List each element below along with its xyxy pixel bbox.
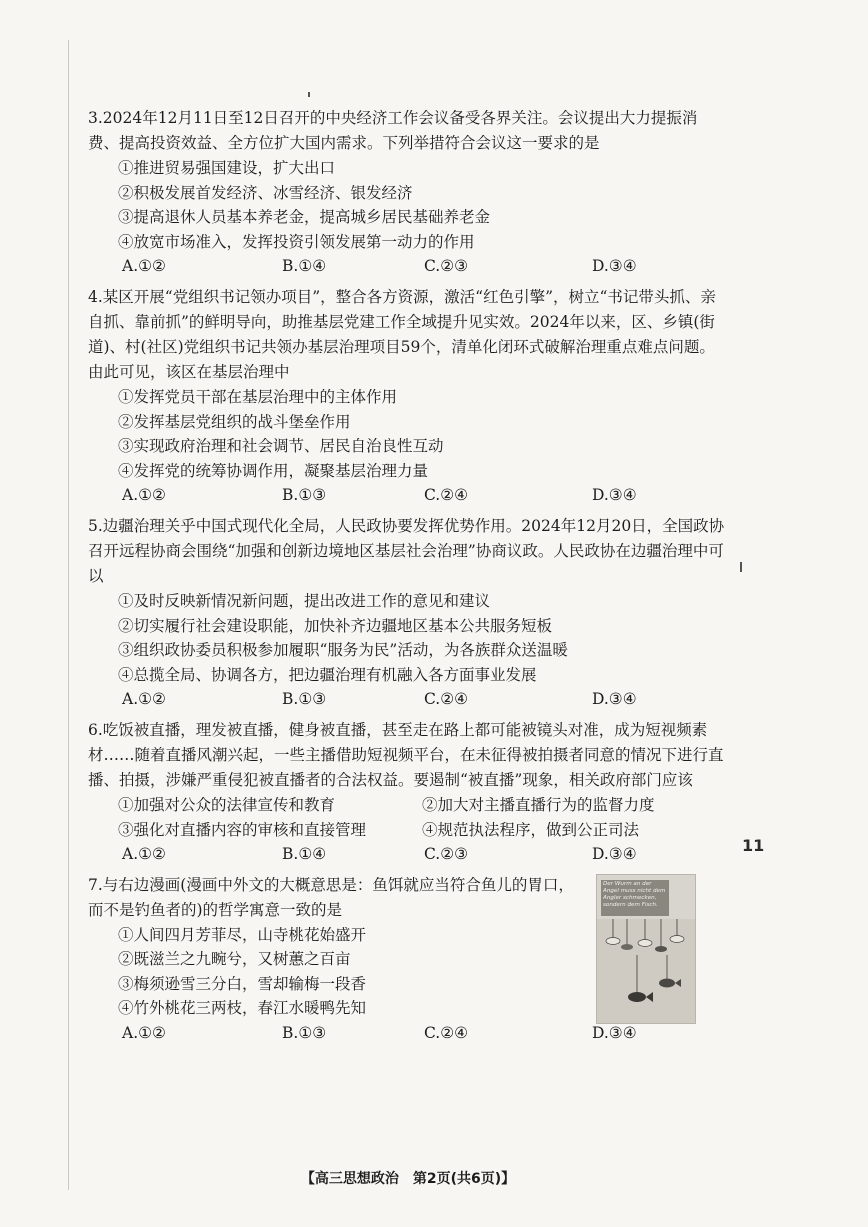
option-4: ④总揽全局、协调各方，把边疆治理有机融入各方面事业发展 [118, 665, 537, 684]
answer-a[interactable]: A.①② [122, 845, 166, 864]
cartoon-caption [603, 881, 669, 915]
answer-c[interactable]: C.②④ [424, 1024, 469, 1043]
answer-b[interactable]: B.①③ [282, 486, 327, 505]
bait [606, 937, 620, 944]
option-4: ④竹外桃花三两枝，春江水暖鸭先知 [118, 999, 367, 1018]
answer-c[interactable]: C.②③ [424, 845, 469, 864]
cartoon-water [597, 919, 695, 1023]
answer-choices [88, 687, 728, 712]
answer-choices [88, 842, 728, 867]
answer-choices [88, 483, 728, 508]
option-1: ①发挥党员干部在基层治理中的主体作用 [118, 387, 398, 406]
option-2: ②加大对主播直播行为的监督力度 [422, 795, 655, 814]
option-2: ②切实履行社会建设职能，加快补齐边疆地区基本公共服务短板 [118, 616, 553, 635]
question-stem: 6.吃饭被直播，理发被直播，健身被直播，甚至走在路上都可能被镜头对准，成为短视频素材……随着直播风潮兴起，一些主播借助短视频平台，在未征得被拍摄者同意的情况下进行直播、拍摄，涉嫌严重侵犯被直播者的合法权益。要遏制“被直播”现象，相关政府部门应该 [88, 720, 724, 789]
answer-b[interactable]: B.①③ [282, 690, 327, 709]
answer-c[interactable]: C.②④ [424, 486, 469, 505]
option-2: ②既滋兰之九畹兮，又树蕙之百亩 [118, 950, 351, 969]
answer-d[interactable]: D.③④ [592, 690, 637, 709]
answer-d[interactable]: D.③④ [592, 257, 637, 276]
question-stem: 7.与右边漫画(漫画中外文的大概意思是：鱼饵就应当符合鱼儿的胃口，而不是钓鱼者的)的哲学寓意一致的是 [88, 875, 574, 919]
binding-margin-line [68, 40, 69, 1190]
cartoon-caption-text: Der Wurm an der Angel muss nicht dem Angler schmecken, sondern dem Fisch. [603, 880, 666, 908]
bait [621, 944, 633, 950]
option-3: ③提高退休人员基本养老金，提高城乡居民基础养老金 [118, 208, 491, 227]
answer-d[interactable]: D.③④ [592, 1024, 637, 1043]
answer-b[interactable]: B.①③ [282, 1024, 327, 1043]
option-2: ②积极发展首发经济、冰雪经济、银发经济 [118, 183, 413, 202]
bait [655, 946, 667, 952]
cartoon-drawing [597, 875, 695, 1023]
option-3: ③梅须逊雪三分白，雪却输梅一段香 [118, 974, 367, 993]
exam-page [88, 106, 728, 1187]
answer-choices [88, 1021, 728, 1046]
fish [628, 992, 646, 1002]
answer-a[interactable]: A.①② [122, 257, 166, 276]
option-1: ①加强对公众的法律宣传和教育 [118, 795, 336, 814]
question-stem: 5.边疆治理关乎中国式现代化全局，人民政协要发挥优势作用。2024年12月20日，全国政协召开远程协商会围绕“加强和创新边境地区基层社会治理”协商议政。人民政协在边疆治理中可以 [88, 516, 725, 585]
option-3: ③强化对直播内容的审核和直接管理 [118, 820, 367, 839]
question-stem: 3.2024年12月11日至12日召开的中央经济工作会议备受各界关注。会议提出大力提振消费、提高投资效益、全方位扩大国内需求。下列举措符合会议这一要求的是 [88, 109, 698, 152]
answer-d[interactable]: D.③④ [592, 486, 637, 505]
answer-choices [88, 254, 728, 279]
option-1: ①推进贸易强国建设，扩大出口 [118, 159, 336, 177]
answer-b[interactable]: B.①④ [282, 845, 327, 864]
answer-c[interactable]: C.②④ [424, 690, 469, 709]
option-3: ③实现政府治理和社会调节、居民自治良性互动 [118, 437, 444, 456]
answer-a[interactable]: A.①② [122, 1024, 166, 1043]
question-6 [88, 718, 728, 867]
answer-c[interactable]: C.②③ [424, 257, 469, 276]
question-4 [88, 285, 728, 508]
option-2: ②发挥基层党组织的战斗堡垒作用 [118, 412, 351, 431]
question-3 [88, 106, 728, 279]
option-1: ①及时反映新情况新问题，提出改进工作的意见和建议 [118, 591, 491, 610]
fish [659, 978, 675, 987]
answer-a[interactable]: A.①② [122, 486, 166, 505]
side-page-mark: 11 [742, 836, 765, 855]
answer-d[interactable]: D.③④ [592, 845, 637, 864]
answer-a[interactable]: A.①② [122, 690, 166, 709]
page-footer: 【高三思想政治 第2页(共6页)】 [300, 1171, 516, 1187]
option-row [88, 793, 728, 818]
bait [670, 935, 684, 942]
option-row [88, 818, 728, 843]
option-4: ④规范执法程序，做到公正司法 [422, 820, 640, 839]
option-4: ④放宽市场准入，发挥投资引领发展第一动力的作用 [118, 232, 475, 251]
bait [638, 939, 652, 946]
question-stem: 4.某区开展“党组织书记领办项目”，整合各方资源，激活“红色引擎”，树立“书记带头抓、亲自抓、靠前抓”的鲜明导向，助推基层党建工作全域提升见实效。2024年以来，区、乡镇(街道)、村(社区)党组织书记共领办基层治理项目59个，清单化闭环式破解治理重点难点问题。由此可见，该区在基层治理中 [88, 287, 716, 381]
scan-mark-top [308, 92, 310, 97]
scan-mark-right [740, 562, 742, 572]
fishing-cartoon [596, 874, 696, 1024]
option-1: ①人间四月芳菲尽，山寺桃花始盛开 [118, 925, 367, 944]
question-5 [88, 514, 728, 712]
question-7 [88, 873, 728, 1046]
option-4: ④发挥党的统筹协调作用，凝聚基层治理力量 [118, 461, 429, 480]
answer-b[interactable]: B.①④ [282, 257, 327, 276]
option-3: ③组织政协委员积极参加履职“服务为民”活动，为各族群众送温暖 [118, 641, 568, 660]
